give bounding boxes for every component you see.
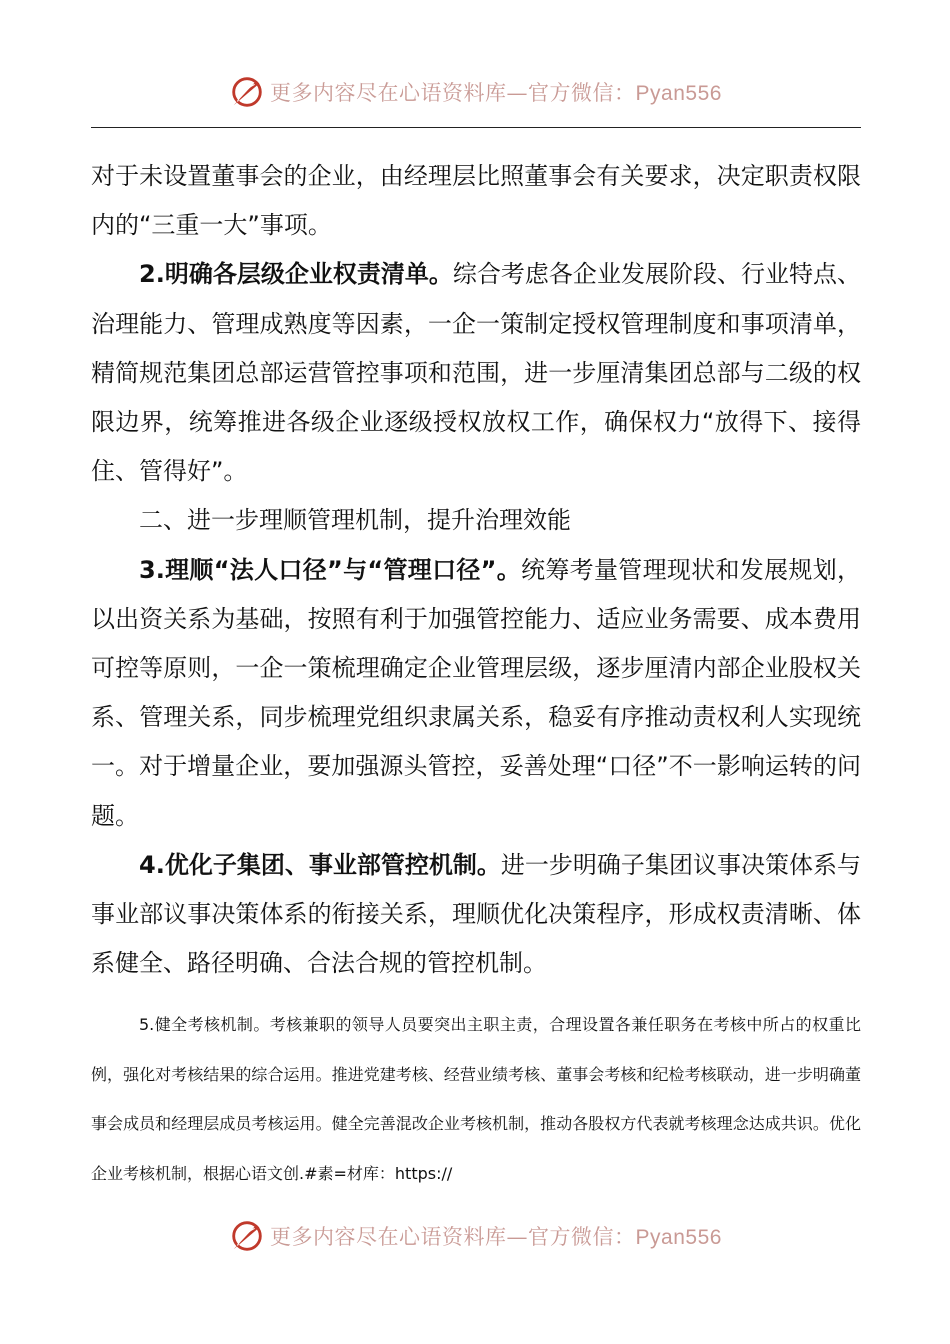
paragraph-3 bbox=[91, 546, 861, 841]
wechat-id: Pyan556 bbox=[635, 1226, 722, 1249]
banner-caption: 更多内容尽在心语资料库—官方微信：Pyan556 bbox=[270, 81, 722, 105]
paragraph-4-title: 4.优化子集团、事业部管控机制。 bbox=[139, 850, 501, 879]
quill-logo-icon bbox=[228, 1217, 266, 1255]
paragraph-1: 对于未设置董事会的企业，由经理层比照董事会有关要求，决定职责权限内的“三重一大”事项。 bbox=[91, 162, 861, 240]
paragraph-4 bbox=[91, 841, 861, 989]
paragraph-4-body: 进一步明确子集团议事决策体系与事业部议事决策体系的衔接关系，理顺优化决策程序，形成权责清晰、体系健全、路径明确、合法合规的管控机制。 bbox=[91, 850, 861, 978]
footer-banner bbox=[0, 1214, 950, 1258]
header-banner bbox=[0, 70, 950, 114]
header-divider bbox=[91, 127, 861, 128]
paragraph-2 bbox=[91, 250, 861, 496]
paragraph-5-small: 5.健全考核机制。考核兼职的领导人员要突出主职主责，合理设置各兼任职务在考核中所占的权重比例，强化对考核结果的综合运用。推进党建考核、经营业绩考核、董事会考核和纪检考核联动，进一步明确董事会成员和经理层成员考核运用。健全完善混改企业考核机制，推动各股权方代表就考核理念达成共识。优化企业考核机制，根据心语文创.#素=材库：https:// bbox=[91, 1015, 861, 1183]
quill-logo-icon bbox=[228, 73, 266, 111]
wechat-id: Pyan556 bbox=[635, 82, 722, 105]
paragraph-2-body: 综合考虑各企业发展阶段、行业特点、治理能力、管理成熟度等因素，一企一策制定授权管理制度和事项清单，精简规范集团总部运营管控事项和范围，进一步厘清集团总部与二级的权限边界，统筹推进各级企业逐级授权放权工作，确保权力“放得下、接得住、管得好”。 bbox=[91, 260, 861, 486]
section-2-heading: 二、进一步理顺管理机制，提升治理效能 bbox=[139, 506, 571, 535]
paragraph-3-title: 3.理顺“法人口径”与“管理口径”。 bbox=[139, 555, 522, 584]
banner-caption: 更多内容尽在心语资料库—官方微信：Pyan556 bbox=[270, 1225, 722, 1249]
document-body bbox=[91, 152, 861, 988]
paragraph-3-body: 统筹考量管理现状和发展规划，以出资关系为基础，按照有利于加强管控能力、适应业务需要、成本费用可控等原则，一企一策梳理确定企业管理层级，逐步厘清内部企业股权关系、管理关系，同步梳理党组织隶属关系，稳妥有序推动责权利人实现统一。对于增量企业，要加强源头管控，妥善处理“口径”不一影响运转的问题。 bbox=[91, 555, 861, 830]
paragraph-2-title: 2.明确各层级企业权责清单。 bbox=[139, 260, 453, 289]
